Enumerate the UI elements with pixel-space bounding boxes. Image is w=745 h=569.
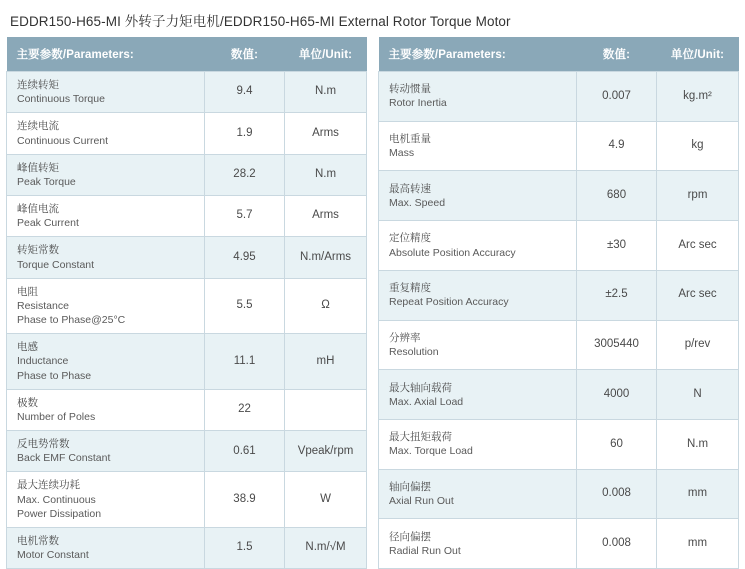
parameter-name-en: Absolute Position Accuracy: [389, 246, 516, 259]
table-row: [7, 113, 367, 154]
parameter-name-en: Inductance: [17, 355, 69, 368]
parameter-value-cell: 22: [205, 389, 285, 430]
parameter-name-en: Max. Torque Load: [389, 445, 473, 458]
parameter-name-en: Mass: [389, 147, 415, 160]
parameter-unit-cell: Arms: [285, 196, 367, 237]
table-header-row: [7, 37, 367, 72]
parameter-name-cn: 峰值电流: [17, 203, 59, 216]
parameter-name-cn: 最大扭矩载荷: [389, 431, 452, 444]
parameter-name-cn: 电感: [17, 341, 38, 354]
parameter-unit-cell: W: [285, 472, 367, 528]
parameter-name-cn: 极数: [17, 396, 38, 409]
table-row: [7, 154, 367, 195]
table-row: [7, 196, 367, 237]
parameter-name-cell: [7, 431, 205, 472]
parameter-value-cell: 4.9: [577, 121, 657, 171]
table-row: [7, 431, 367, 472]
table-row: [379, 171, 739, 221]
parameter-name-cn: 连续电流: [17, 120, 59, 133]
parameter-name-cell: [379, 221, 577, 271]
parameter-name-cn: 反电势常数: [17, 438, 70, 451]
table-row: [7, 278, 367, 334]
parameter-name-cell: [379, 519, 577, 569]
parameter-name-cell: [7, 334, 205, 390]
parameter-name-cell: [7, 196, 205, 237]
parameter-name-cell: [379, 469, 577, 519]
parameter-name-cn: 电机重量: [389, 132, 431, 145]
header-unit: 单位/Unit:: [285, 37, 367, 72]
parameter-name-cn: 重复精度: [389, 282, 431, 295]
parameter-name-cn: 分辨率: [389, 331, 421, 344]
parameter-name-en: Radial Run Out: [389, 544, 461, 557]
parameter-name-cn: 定位精度: [389, 232, 431, 245]
table-row: [379, 370, 739, 420]
table-row: [379, 469, 739, 519]
parameter-name-en: Torque Constant: [17, 258, 95, 271]
parameter-name-cn: 径向偏摆: [389, 530, 431, 543]
parameter-name-en: Back EMF Constant: [17, 452, 111, 465]
header-value: 数值:: [577, 37, 657, 72]
parameter-value-cell: 0.008: [577, 469, 657, 519]
table-row: [7, 237, 367, 278]
left-spec-table: [6, 37, 367, 569]
parameter-value-cell: 0.008: [577, 519, 657, 569]
parameter-name-en: Continuous Current: [17, 134, 109, 147]
parameter-unit-cell: N.m: [285, 154, 367, 195]
table-row: [379, 72, 739, 122]
parameter-value-cell: 680: [577, 171, 657, 221]
parameter-name-en: Axial Run Out: [389, 495, 454, 508]
parameter-unit-cell: Vpeak/rpm: [285, 431, 367, 472]
parameter-name-en: Number of Poles: [17, 410, 96, 423]
parameter-name-cn: 电机常数: [17, 534, 59, 547]
parameter-name-cn: 转动惯量: [389, 83, 431, 96]
parameter-name-cell: [379, 171, 577, 221]
parameter-name-en: Repeat Position Accuracy: [389, 296, 509, 309]
parameter-name-cell: [379, 320, 577, 370]
parameter-name-cn: 最大连续功耗: [17, 479, 80, 492]
parameter-name-cell: [7, 278, 205, 334]
parameter-name-cn: 转矩常数: [17, 244, 59, 257]
table-row: [7, 334, 367, 390]
right-spec-table: [378, 37, 739, 569]
table-row: [379, 519, 739, 569]
parameter-unit-cell: Ω: [285, 278, 367, 334]
parameter-name-cn: 最大轴向载荷: [389, 381, 452, 394]
parameter-name-en: Resistance: [17, 299, 69, 312]
parameter-unit-cell: mm: [657, 519, 739, 569]
parameter-name-en: Peak Torque: [17, 175, 76, 188]
parameter-value-cell: ±2.5: [577, 270, 657, 320]
parameter-name-cell: [7, 72, 205, 113]
parameter-name-cell: [7, 389, 205, 430]
header-value: 数值:: [205, 37, 285, 72]
parameter-value-cell: 60: [577, 420, 657, 470]
parameter-value-cell: 11.1: [205, 334, 285, 390]
spec-tables-container: [6, 37, 739, 569]
parameter-name-cn: 轴向偏摆: [389, 480, 431, 493]
parameter-name-en: Continuous Torque: [17, 93, 105, 106]
parameter-name-cell: [379, 121, 577, 171]
table-row: [379, 320, 739, 370]
parameter-unit-cell: Arc sec: [657, 270, 739, 320]
parameter-name-en: Motor Constant: [17, 549, 89, 562]
parameter-name-cell: [7, 237, 205, 278]
parameter-unit-cell: [285, 389, 367, 430]
parameter-name-cell: [379, 72, 577, 122]
parameter-name-cell: [7, 154, 205, 195]
parameter-unit-cell: N.m: [657, 420, 739, 470]
parameter-value-cell: 5.5: [205, 278, 285, 334]
right-table-header: [379, 37, 739, 72]
parameter-name-cell: [7, 527, 205, 568]
parameter-unit-cell: N.m: [285, 72, 367, 113]
parameter-value-cell: 28.2: [205, 154, 285, 195]
parameter-name-cell: [379, 420, 577, 470]
parameter-name-en: Phase to Phase@25°C: [17, 314, 126, 327]
table-row: [7, 472, 367, 528]
parameter-name-cn: 连续转矩: [17, 79, 59, 91]
parameter-unit-cell: kg: [657, 121, 739, 171]
parameter-unit-cell: N.m/√M: [285, 527, 367, 568]
table-row: [379, 270, 739, 320]
parameter-value-cell: 0.007: [577, 72, 657, 122]
parameter-name-en: Rotor Inertia: [389, 97, 447, 110]
parameter-name-cell: [7, 113, 205, 154]
parameter-name-cell: [379, 370, 577, 420]
left-table-body: [7, 72, 367, 569]
parameter-name-en: Max. Speed: [389, 196, 446, 209]
table-row: [379, 221, 739, 271]
left-table-header: [7, 37, 367, 72]
parameter-unit-cell: kg.m²: [657, 72, 739, 122]
parameter-name-en: Max. Continuous: [17, 493, 96, 506]
parameter-name-cn: 峰值转矩: [17, 161, 59, 174]
parameter-value-cell: 5.7: [205, 196, 285, 237]
parameter-unit-cell: Arms: [285, 113, 367, 154]
parameter-value-cell: 9.4: [205, 72, 285, 113]
parameter-unit-cell: N.m/Arms: [285, 237, 367, 278]
parameter-unit-cell: N: [657, 370, 739, 420]
parameter-value-cell: 1.9: [205, 113, 285, 154]
table-row: [7, 389, 367, 430]
parameter-value-cell: 4000: [577, 370, 657, 420]
right-table-body: [379, 72, 739, 569]
parameter-value-cell: 0.61: [205, 431, 285, 472]
table-row: [379, 121, 739, 171]
parameter-name-cell: [379, 270, 577, 320]
table-row: [379, 420, 739, 470]
parameter-name-en: Peak Current: [17, 217, 79, 230]
parameter-unit-cell: mH: [285, 334, 367, 390]
parameter-name-en: Power Dissipation: [17, 507, 102, 520]
parameter-name-cn: 电阻: [17, 285, 38, 298]
parameter-name-en: Resolution: [389, 345, 439, 358]
parameter-name-en: Phase to Phase: [17, 369, 92, 382]
parameter-unit-cell: p/rev: [657, 320, 739, 370]
header-parameters: 主要参数/Parameters:: [7, 37, 205, 72]
parameter-unit-cell: mm: [657, 469, 739, 519]
parameter-unit-cell: rpm: [657, 171, 739, 221]
parameter-value-cell: 4.95: [205, 237, 285, 278]
table-header-row: [379, 37, 739, 72]
table-row: [7, 72, 367, 113]
table-row: [7, 527, 367, 568]
parameter-value-cell: 38.9: [205, 472, 285, 528]
parameter-value-cell: ±30: [577, 221, 657, 271]
parameter-value-cell: 1.5: [205, 527, 285, 568]
header-parameters: 主要参数/Parameters:: [379, 37, 577, 72]
page-title: EDDR150-H65-MI 外转子力矩电机/EDDR150-H65-MI External Rotor Torque Motor: [10, 14, 511, 29]
parameter-name-cell: [7, 472, 205, 528]
parameter-value-cell: 3005440: [577, 320, 657, 370]
parameter-name-cn: 最高转速: [389, 182, 431, 195]
parameter-unit-cell: Arc sec: [657, 221, 739, 271]
parameter-name-en: Max. Axial Load: [389, 395, 464, 408]
header-unit: 单位/Unit:: [657, 37, 739, 72]
